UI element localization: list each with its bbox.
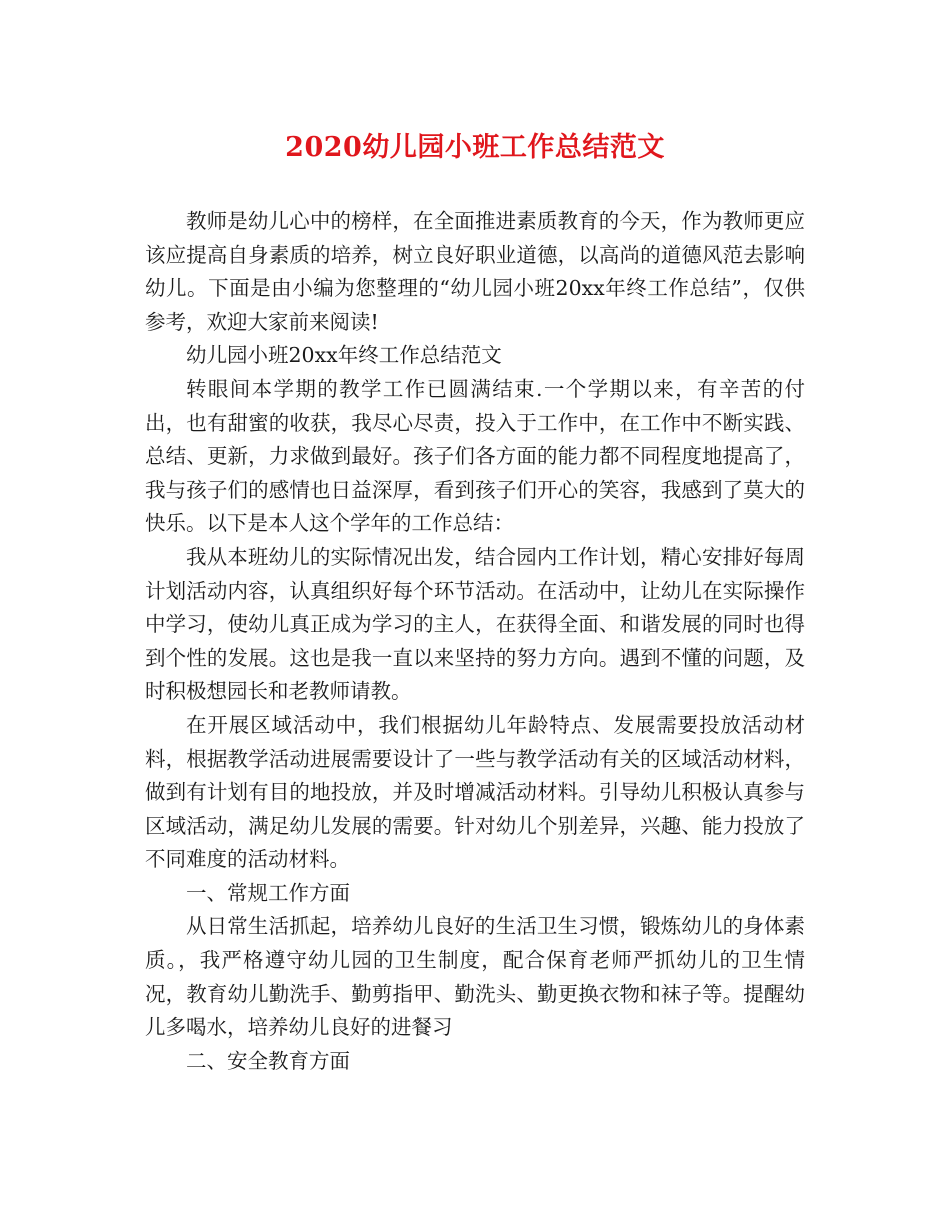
body-paragraph: 转眼间本学期的教学工作已圆满结束.一个学期以来，有辛苦的付出，也有甜蜜的收获，我尽心尽责，投入于工作中，在工作中不断实践、总结、更新，力求做到最好。孩子们各方面的能力都不同程度地提高了，我与孩子们的感情也日益深厚，看到孩子们开心的笑容，我感到了莫大的快乐。以下是本人这个学年的工作总结： xyxy=(145,376,805,536)
section-heading-safety-education: 二、安全教育方面 xyxy=(186,1048,350,1073)
document-page xyxy=(145,128,805,1078)
section-heading-summary: 幼儿园小班20xx年终工作总结范文 xyxy=(186,343,502,368)
body-paragraph: 我从本班幼儿的实际情况出发，结合园内工作计划，精心安排好每周计划活动内容，认真组织好每个环节活动。在活动中，让幼儿在实际操作中学习，使幼儿真正成为学习的主人，在获得全面、和谐发展的同时也得到个性的发展。这也是我一直以来坚持的努力方向。遇到不懂的问题，及时积极想园长和老教师请教。 xyxy=(145,544,805,704)
intro-paragraph: 教师是幼儿心中的榜样，在全面推进素质教育的今天，作为教师更应该应提高自身素质的培养，树立良好职业道德，以高尚的道德风范去影响幼儿。下面是由小编为您整理的“幼儿园小班20xx年终工作总结”，仅供参考，欢迎大家前来阅读! xyxy=(145,209,805,334)
body-paragraph: 从日常生活抓起，培养幼儿良好的生活卫生习惯，锻炼幼儿的身体素质。，我严格遵守幼儿园的卫生制度，配合保育老师严抓幼儿的卫生情况，教育幼儿勤洗手、勤剪指甲、勤洗头、勤更换衣物和袜子等。提醒幼儿多喝水，培养幼儿良好的进餐习 xyxy=(145,914,805,1040)
document-title: 2020幼儿园小班工作总结范文 xyxy=(285,132,665,163)
body-paragraph: 在开展区域活动中，我们根据幼儿年龄特点、发展需要投放活动材料，根据教学活动进展需要设计了一些与教学活动有关的区域活动材料，做到有计划有目的地投放，并及时增减活动材料。引导幼儿积极认真参与区域活动，满足幼儿发展的需要。针对幼儿个别差异，兴趣、能力投放了不同难度的活动材料。 xyxy=(145,712,805,872)
section-heading-routine-work: 一、常规工作方面 xyxy=(186,880,350,905)
